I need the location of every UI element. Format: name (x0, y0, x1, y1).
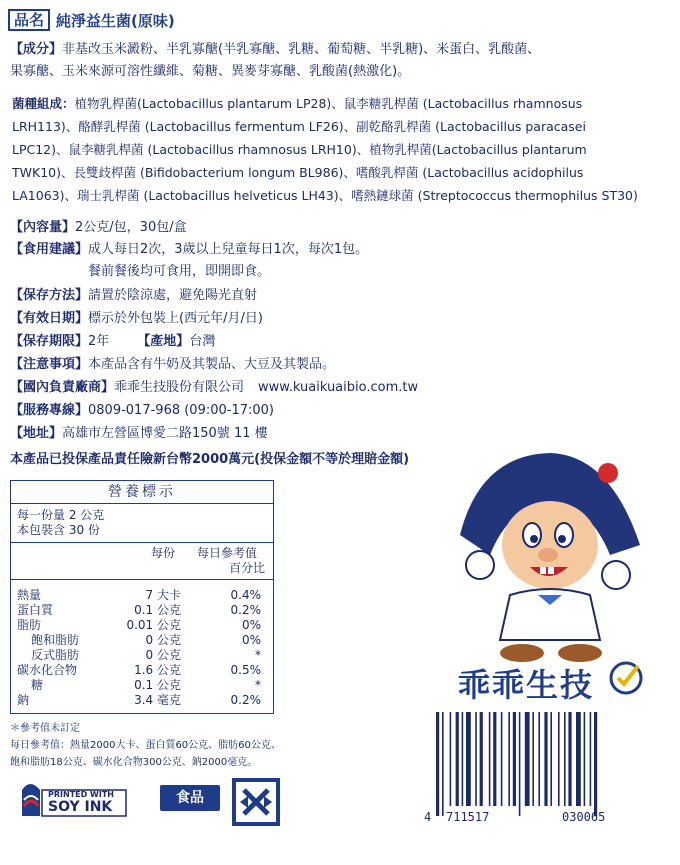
barcode-bar (525, 712, 530, 806)
content-value: 2公克/包，30包/盒 (75, 220, 187, 235)
address-row (10, 424, 268, 444)
maker-row (10, 378, 418, 398)
strain-text: LRH113)、酪酵乳桿菌 (Lactobacillus fermentum LF26)、副乾酪乳桿菌 (Lactobacillus paracasei (12, 119, 586, 134)
nutrition-row (11, 618, 273, 633)
barcode-first-digit: 4 (424, 810, 432, 824)
shelf-row (10, 332, 215, 352)
barcode-bar (594, 712, 597, 816)
nutrient-dv: * (255, 678, 261, 692)
servings-per-pack: 本包裝含 30 份 (17, 523, 100, 537)
nutrient-name: 脂肪 (17, 618, 42, 632)
product-name: 純淨益生菌(原味) (56, 11, 175, 30)
nutrient-amount: 0.01 公克 (126, 618, 181, 632)
nutrient-amount: 3.4 毫克 (134, 693, 181, 707)
nutrient-dv: * (255, 648, 261, 662)
nutrient-name: 飽和脂肪 (31, 633, 80, 647)
nutrient-amount: 1.6 公克 (134, 663, 181, 677)
nutrient-amount: 0.1 公克 (134, 678, 181, 692)
barcode-bar (489, 712, 491, 806)
note-line-3: 飽和脂肪18公克、碳水化合物300公克、鈉2000毫克。 (10, 757, 258, 768)
barcode-bar (480, 712, 483, 806)
col-dv-1: 每日參考值 (197, 546, 258, 560)
col-dv-2: 百分比 (229, 561, 266, 575)
origin-value: 台灣 (189, 334, 216, 349)
strain-text: TWK10)、長雙歧桿菌 (Bifidobacterium longum BL986)、嗜酸乳桿菌 (Lactobacillus acidophilus (12, 165, 584, 180)
content-label: 【內容量】 (10, 220, 76, 235)
storage-row (10, 286, 257, 306)
ingredients-text-1: 非基改玉米澱粉、半乳寡醣(半乳寡醣、乳糖、葡萄糖、半乳糖)、米蛋白、乳酸菌、 (62, 42, 541, 57)
barcode-bar (550, 712, 552, 806)
expiry-value: 標示於外包裝上(西元年/月/日) (88, 311, 263, 326)
strain-text: LPC12)、鼠李糖乳桿菌 (Lactobacillus rhamnosus LRH10)、植物乳桿菌(Lactobacillus plantarum (12, 142, 587, 157)
barcode-bar (450, 712, 452, 806)
barcode-right-group: 030065 (562, 810, 606, 824)
nutrient-amount: 0.1 公克 (134, 603, 181, 617)
strains-label: 菌種組成： (12, 96, 75, 111)
checkmark-icon (608, 660, 644, 696)
nutrient-dv: 0.2% (230, 693, 261, 707)
nutrient-dv: 0% (241, 633, 261, 647)
expiry-row (10, 309, 263, 329)
maker-label: 【國內負責廠商】 (10, 380, 115, 395)
strains-line (12, 185, 638, 207)
usage-value-1: 成人每日2次，3歲以上兒童每日1次，每次1包。 (88, 242, 369, 257)
website-link[interactable]: www.kuaikuaibio.com.tw (258, 380, 419, 395)
note-line-1: ＊參考值未訂定 (10, 723, 80, 734)
barcode-bar (544, 712, 547, 806)
strains-line (12, 116, 586, 138)
strain-text: LA1063)、瑞士乳桿菌 (Lactobacillus helveticus LH43)、嗜熱鏈球菌 (Streptococcus thermophilus ST30) (12, 188, 638, 203)
nutrition-table (10, 480, 274, 714)
nutrient-amount: 0 公克 (145, 648, 181, 662)
ingredients-line-1 (10, 40, 540, 60)
nutrition-row (11, 588, 273, 603)
barcode-bar (538, 712, 540, 806)
soy-ink-line-1: PRINTED WITH (48, 790, 114, 799)
barcode-bar (519, 712, 521, 816)
barcode-bar (475, 712, 477, 806)
soy-ink-logo (18, 776, 128, 820)
usage-row (10, 240, 368, 260)
nutrition-title: 營養標示 (11, 481, 273, 504)
nutrient-name: 糖 (31, 678, 44, 692)
barcode-bar (501, 712, 503, 806)
barcode-bar (590, 712, 592, 806)
nutrient-dv: 0.5% (230, 663, 261, 677)
nutrient-dv: 0% (241, 618, 261, 632)
barcode-bar (513, 712, 516, 806)
nutrition-row (11, 693, 273, 708)
nutrient-name: 蛋白質 (17, 603, 54, 617)
barcode-bar (576, 712, 581, 806)
recycle-icon (232, 778, 280, 826)
barcode-bar (436, 712, 439, 816)
nutrient-dv: 0.4% (230, 588, 261, 602)
product-header (8, 8, 175, 32)
caution-value: 本產品含有牛奶及其製品、大豆及其製品。 (88, 357, 336, 372)
ingredients-line-2 (10, 62, 410, 82)
barcode-bar (564, 712, 566, 806)
barcode-bar (558, 712, 560, 806)
barcode-bar (466, 712, 471, 806)
barcode (420, 712, 665, 822)
address-value: 高雄市左營區博愛二路150號 11 樓 (62, 426, 268, 441)
nutrient-amount: 0 公克 (145, 633, 181, 647)
barcode-bar (462, 712, 464, 806)
nutrition-row (11, 633, 273, 648)
nutrition-row (11, 603, 273, 618)
reference-notes (10, 720, 281, 771)
shelf-value: 2年 (88, 334, 110, 349)
expiry-label: 【有效日期】 (10, 311, 89, 326)
strains-line (12, 162, 583, 184)
col-per-serving: 每份 (151, 546, 176, 560)
origin-label: 【產地】 (137, 334, 190, 349)
brand-name: 乖乖生技 (458, 666, 595, 704)
hotline-label: 【服務專線】 (10, 403, 89, 418)
shelf-label: 【保存期限】 (10, 334, 89, 349)
barcode-bar (493, 712, 496, 806)
nutrient-name: 碳水化合物 (17, 663, 78, 677)
insurance-note: 本產品已投保產品責任險新台幣2000萬元(投保金額不等於理賠金額) (10, 452, 410, 467)
ingredients-text-2: 果寡醣、玉米來源可溶性纖維、菊糖、異麥芽寡醣、乳酸菌(熱激化)。 (10, 64, 411, 79)
food-badge: 食品 (160, 785, 220, 811)
barcode-bar (508, 712, 510, 806)
usage-value-2: 餐前餐後均可食用，即開即食。 (88, 264, 271, 279)
barcode-left-group: 711517 (446, 810, 490, 824)
nutrition-row (11, 663, 273, 678)
storage-label: 【保存方法】 (10, 288, 89, 303)
nutrient-amount: 7 大卡 (145, 588, 181, 602)
barcode-bar (456, 712, 459, 806)
barcode-bar (584, 712, 586, 806)
barcode-bar (532, 712, 534, 806)
barcode-bar (568, 712, 571, 806)
caution-label: 【注意事項】 (10, 357, 89, 372)
storage-value: 請置於陰涼處，避免陽光直射 (88, 288, 258, 303)
address-label: 【地址】 (10, 426, 63, 441)
nutrient-name: 鈉 (17, 693, 30, 707)
nutrition-row (11, 648, 273, 663)
strain-text: 植物乳桿菌(Lactobacillus plantarum LP28)、鼠李糖乳桿菌 (Lactobacillus rhamnosus (74, 96, 583, 111)
serving-size: 每一份量 2 公克 (17, 508, 105, 522)
hotline-row (10, 401, 274, 421)
usage-label: 【食用建議】 (10, 242, 89, 257)
note-line-2: 每日參考值：熱量2000大卡、蛋白質60公克、脂肪60公克、 (10, 740, 281, 751)
soy-ink-line-2: SOY INK (48, 799, 113, 815)
hotline-value: 0809-017-968 (09:00-17:00) (88, 403, 275, 418)
nutrient-dv: 0.2% (230, 603, 261, 617)
barcode-bar (442, 712, 444, 816)
nutrient-name: 熱量 (17, 588, 42, 602)
nutrient-name: 反式脂肪 (31, 648, 80, 662)
strains-line (12, 93, 582, 115)
content-row (10, 218, 187, 238)
strains-line (12, 139, 587, 161)
nutrition-row (11, 678, 273, 693)
serving-info (11, 504, 273, 543)
caution-row (10, 355, 335, 375)
ingredients-label: 【成分】 (10, 42, 63, 57)
product-name-tag: 品名 (8, 9, 50, 31)
mascot-illustration (440, 445, 650, 665)
brand-logo (458, 660, 594, 706)
nutrition-header (11, 543, 273, 580)
maker-value: 乖乖生技股份有限公司 (114, 380, 245, 395)
usage-row-2 (88, 262, 270, 282)
